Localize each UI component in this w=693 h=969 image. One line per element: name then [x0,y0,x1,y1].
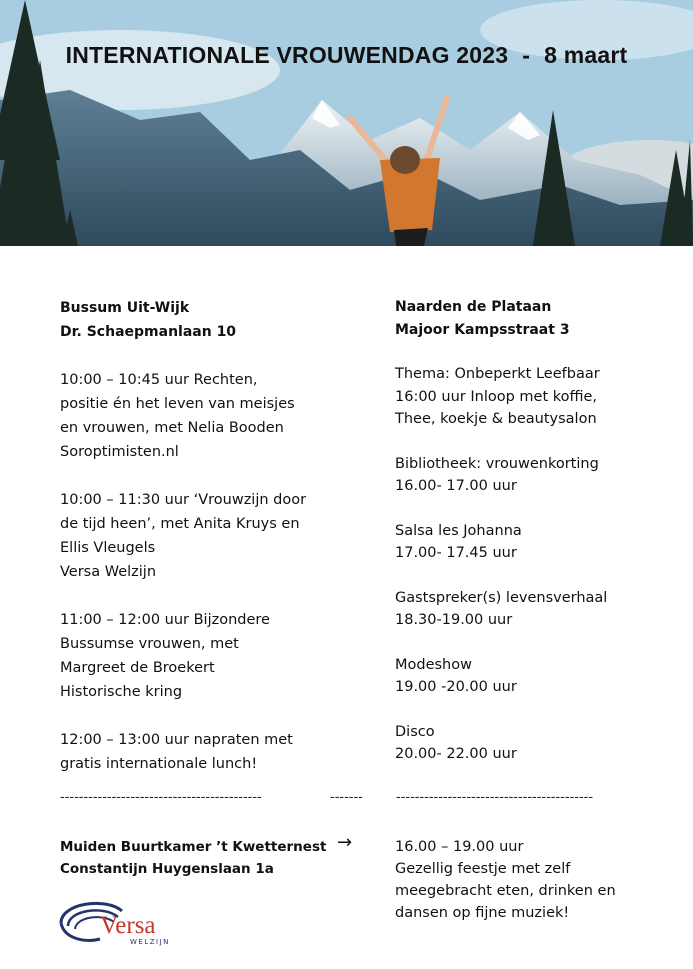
program-line: Ellis Vleugels [60,540,156,556]
program-line: en vrouwen, met Nelia Booden [60,420,284,436]
program-line: dansen op fijne muziek! [395,905,570,921]
program-line: Thema: Onbeperkt Leefbaar [395,366,600,382]
program-line: 12:00 – 13:00 uur napraten met [60,732,293,748]
program-line: meegebracht eten, drinken en [395,883,616,899]
right-program-item [395,654,685,699]
title-main: INTERNATIONALE VROUWENDAG 2023 [65,42,509,68]
program-line: gratis internationale lunch! [60,756,258,772]
bottom-program [395,836,616,924]
right-venue: Naarden de Plataan [395,299,552,315]
mountain-landscape-illustration [0,0,693,246]
program-line: Modeshow [395,656,472,673]
program-line: Soroptimisten.nl [60,444,179,460]
program-line: 18.30-19.00 uur [395,612,513,628]
title-date: 8 maart [544,42,628,68]
left-venue: Bussum Uit-Wijk [60,300,190,316]
logo-name: Versa [100,912,156,939]
program-line: 16.00 – 19.00 uur [395,839,524,855]
left-program-item [60,368,360,464]
left-column [60,296,360,800]
right-program-item [395,520,685,565]
program-line: Bussumse vrouwen, met [60,636,239,652]
right-program-item [395,721,685,766]
program-line: Thee, koekje & beautysalon [395,411,597,427]
page-title [0,42,693,69]
bottom-venue-block [60,836,326,880]
program-line: 10:00 – 11:30 uur ‘Vrouwzijn door [60,492,307,508]
right-program-item [395,587,685,632]
program-line: Gezellig feestje met zelf [395,861,571,877]
bottom-address: Constantijn Huygenslaan 1a [60,861,274,877]
left-program-item [60,488,360,584]
divider-right: ------------------------------------------ [396,790,594,805]
program-line: 16.00- 17.00 uur [395,478,517,494]
program-line: positie én het leven van meisjes [60,396,295,412]
right-program-item [395,363,685,431]
program-line: 17.00- 17.45 uur [395,545,517,561]
left-address: Dr. Schaepmanlaan 10 [60,324,237,340]
program-line: 16:00 uur Inloop met koffie, [395,388,598,405]
hero-photo [0,0,693,246]
program-line: Bibliotheek: vrouwenkorting [395,455,599,472]
versa-welzijn-logo [56,893,176,949]
divider-middle: ------- [330,790,363,805]
program-line: 10:00 – 10:45 uur Rechten, [60,372,258,388]
left-program-item [60,728,360,776]
program-line: Disco [395,723,435,740]
right-program-item [395,453,685,498]
arrow-right-icon: → [337,832,353,853]
program-line: Historische kring [60,684,183,700]
program-line: 19.00 -20.00 uur [395,679,517,695]
logo-tagline: WELZIJN [130,938,170,946]
left-program-item [60,608,360,704]
program-line: de tijd heen’, met Anita Kruys en [60,516,300,532]
program-line: Salsa les Johanna [395,522,522,539]
program-line: 11:00 – 12:00 uur Bijzondere [60,612,270,628]
program-line: Margreet de Broekert [60,660,215,676]
program-line: Versa Welzijn [60,564,157,580]
title-separator: - [522,42,531,68]
program-line: 20.00- 22.00 uur [395,746,517,762]
program-line: Gastspreker(s) levensverhaal [395,589,608,606]
right-column [395,296,685,766]
right-address: Majoor Kampsstraat 3 [395,321,570,338]
bottom-venue: Muiden Buurtkamer ’t Kwetternest [60,839,327,855]
divider-left: ------------------------------------------- [60,790,262,805]
